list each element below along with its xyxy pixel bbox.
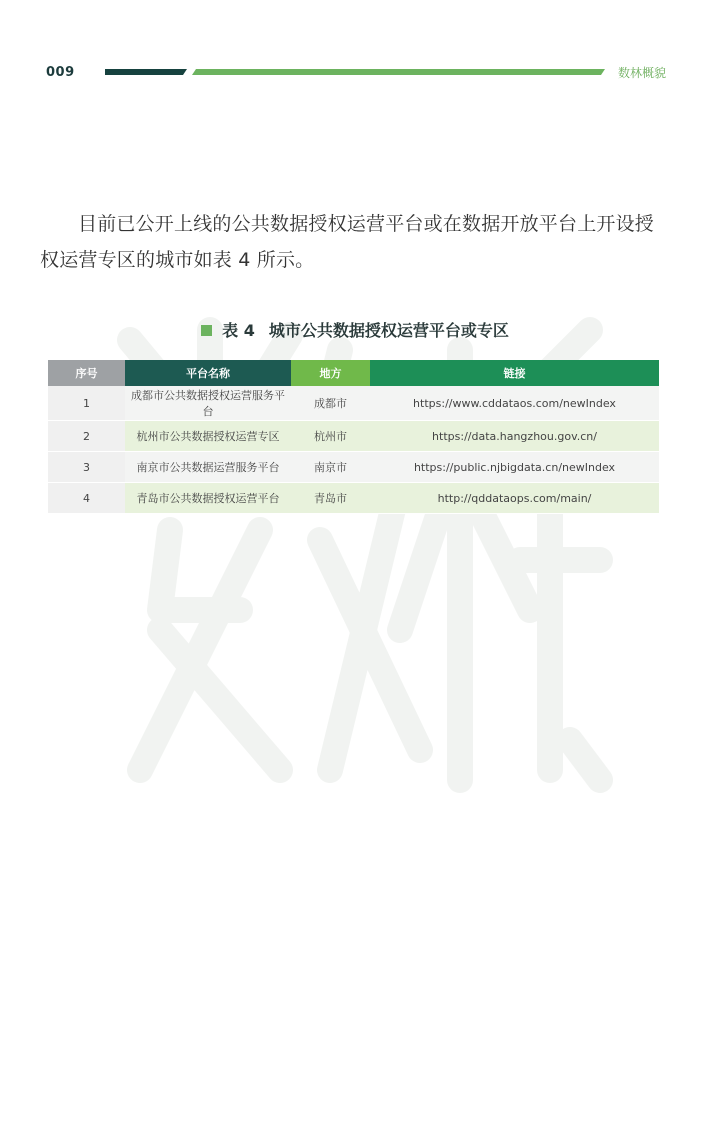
table-caption-label: 表 4 <box>222 321 255 340</box>
cell-link[interactable]: https://public.njbigdata.cn/newIndex <box>370 452 659 483</box>
platform-table <box>48 360 659 514</box>
cell-link[interactable]: https://www.cddataos.com/newIndex <box>370 386 659 421</box>
table-header-row <box>48 360 659 386</box>
cell-platform-name: 青岛市公共数据授权运营平台 <box>125 483 291 514</box>
header-brand: 数林概貌 <box>617 66 666 80</box>
cell-link[interactable]: http://qddataops.com/main/ <box>370 483 659 514</box>
cell-index: 4 <box>48 483 125 514</box>
cell-region: 成都市 <box>291 386 370 421</box>
table-row <box>48 483 659 514</box>
table-row <box>48 452 659 483</box>
header-green-bar <box>192 69 605 75</box>
cell-platform-name: 南京市公共数据运营服务平台 <box>125 452 291 483</box>
header-decoration-bars <box>105 68 605 78</box>
header-index: 序号 <box>48 360 125 386</box>
table-caption-title: 城市公共数据授权运营平台或专区 <box>268 321 509 340</box>
caption-square-icon <box>201 325 212 336</box>
cell-platform-name: 杭州市公共数据授权运营专区 <box>125 421 291 452</box>
cell-platform-name: 成都市公共数据授权运营服务平台 <box>125 386 291 421</box>
cell-index: 1 <box>48 386 125 421</box>
table-row <box>48 421 659 452</box>
body-paragraph: 目前已公开上线的公共数据授权运营平台或在数据开放平台上开设授权运营专区的城市如表 4 所示。 <box>40 213 655 271</box>
cell-index: 2 <box>48 421 125 452</box>
cell-link[interactable]: https://data.hangzhou.gov.cn/ <box>370 421 659 452</box>
header-link: 链接 <box>370 360 659 386</box>
header-dark-bar <box>105 69 187 75</box>
header-region: 地方 <box>291 360 370 386</box>
table-caption <box>0 318 710 341</box>
cell-region: 南京市 <box>291 452 370 483</box>
cell-region: 杭州市 <box>291 421 370 452</box>
cell-index: 3 <box>48 452 125 483</box>
page-number: 009 <box>46 65 75 80</box>
cell-region: 青岛市 <box>291 483 370 514</box>
header-platform-name: 平台名称 <box>125 360 291 386</box>
table-row <box>48 386 659 421</box>
